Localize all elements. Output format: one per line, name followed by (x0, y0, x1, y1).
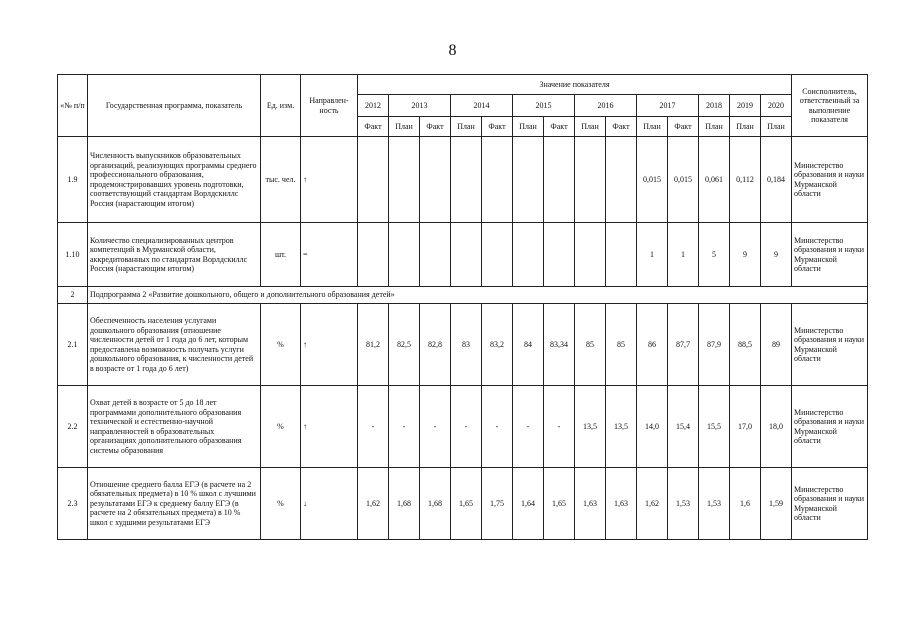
header-sub: Факт (420, 117, 451, 137)
row-value: 1,64 (513, 468, 544, 540)
row-value: 83,2 (482, 304, 513, 386)
header-sub: План (513, 117, 544, 137)
row-value: - (420, 386, 451, 468)
row-name: Охват детей в возрасте от 5 до 18 лет программами дополнительного образования технической и естественно-научной направленностей в образовательных организациях дополнительного образования системы образования (88, 386, 261, 468)
row-value: 1,68 (389, 468, 420, 540)
row-value: 0,061 (699, 137, 730, 223)
row-value: 82,5 (389, 304, 420, 386)
row-value: - (451, 386, 482, 468)
row-value (420, 137, 451, 223)
row-value (389, 223, 420, 287)
row-executor: Министерство образования и науки Мурманской области (792, 386, 868, 468)
row-name: Количество специализированных центров компетенций в Мурманской области, аккредитованных по стандартам Ворлдскиллс Россия (нарастающим итогом) (88, 223, 261, 287)
row-value (513, 137, 544, 223)
row-value: 0,112 (730, 137, 761, 223)
section-row (58, 287, 868, 304)
row-direction: ↑ (301, 137, 358, 223)
row-value: 82,8 (420, 304, 451, 386)
row-value (575, 223, 606, 287)
header-executor: Соисполнитель, ответственный за выполнение показателя (792, 75, 868, 137)
header-year: 2012 (358, 95, 389, 117)
row-value: 1 (637, 223, 668, 287)
row-value: 1,75 (482, 468, 513, 540)
row-executor: Министерство образования и науки Мурманской области (792, 468, 868, 540)
row-value: 87,9 (699, 304, 730, 386)
row-unit: % (261, 468, 301, 540)
row-value: - (358, 386, 389, 468)
row-executor: Министерство образования и науки Мурманской области (792, 304, 868, 386)
row-direction: ↑ (301, 386, 358, 468)
row-value: 9 (761, 223, 792, 287)
row-name: Численность выпускников образовательных организаций, реализующих программы среднего профессионального образования, продемонстрировавших уровень подготовки, соответствующий стандартам Ворлдскиллс Россия (нарастающим итогом) (88, 137, 261, 223)
row-value: 1,62 (358, 468, 389, 540)
header-sub: План (730, 117, 761, 137)
row-value: 1,53 (699, 468, 730, 540)
row-value: 83,34 (544, 304, 575, 386)
header-num: «№ п/п (58, 75, 88, 137)
row-unit: тыс. чел. (261, 137, 301, 223)
table-row (58, 223, 868, 287)
header-year: 2017 (637, 95, 699, 117)
row-value: 84 (513, 304, 544, 386)
header-sub: Факт (544, 117, 575, 137)
row-value (420, 223, 451, 287)
row-num: 2.3 (58, 468, 88, 540)
header-sub: Факт (668, 117, 699, 137)
row-unit: шт. (261, 223, 301, 287)
header-sub: План (389, 117, 420, 137)
row-value (544, 137, 575, 223)
row-value: 81,2 (358, 304, 389, 386)
row-value: 15,4 (668, 386, 699, 468)
row-value: 1,65 (451, 468, 482, 540)
row-value (358, 137, 389, 223)
row-value: 1 (668, 223, 699, 287)
row-value (544, 223, 575, 287)
header-sub: План (451, 117, 482, 137)
row-num: 1.9 (58, 137, 88, 223)
row-value: 85 (606, 304, 637, 386)
row-value: - (513, 386, 544, 468)
row-value: - (482, 386, 513, 468)
row-num: 2.2 (58, 386, 88, 468)
header-year: 2018 (699, 95, 730, 117)
row-value: 17,0 (730, 386, 761, 468)
row-value: 1,63 (606, 468, 637, 540)
header-year: 2020 (761, 95, 792, 117)
row-value (606, 137, 637, 223)
row-direction: = (301, 223, 358, 287)
row-value (451, 223, 482, 287)
row-unit: % (261, 386, 301, 468)
section-title: Подпрограмма 2 «Развитие дошкольного, общего и дополнительного образования детей» (88, 287, 868, 304)
header-sub: План (699, 117, 730, 137)
row-value: 13,5 (575, 386, 606, 468)
row-value: 87,7 (668, 304, 699, 386)
row-value: 83 (451, 304, 482, 386)
header-name: Государственная программа, показатель (88, 75, 261, 137)
table-row (58, 304, 868, 386)
row-value: 1,63 (575, 468, 606, 540)
header-year: 2016 (575, 95, 637, 117)
row-value: 88,5 (730, 304, 761, 386)
row-value: 18,0 (761, 386, 792, 468)
row-value (575, 137, 606, 223)
row-value: 0,015 (637, 137, 668, 223)
row-value (451, 137, 482, 223)
table-row (58, 386, 868, 468)
header-unit: Ед. изм. (261, 75, 301, 137)
header-sub: Факт (606, 117, 637, 137)
row-value: 1,6 (730, 468, 761, 540)
row-unit: % (261, 304, 301, 386)
page-number: 8 (448, 42, 457, 59)
row-value: 1,59 (761, 468, 792, 540)
row-executor: Министерство образования и науки Мурманской области (792, 137, 868, 223)
header-sub: План (761, 117, 792, 137)
row-value: 86 (637, 304, 668, 386)
row-value: 5 (699, 223, 730, 287)
header-sub: Факт (358, 117, 389, 137)
row-executor: Министерство образования и науки Мурманской области (792, 223, 868, 287)
header-sub: Факт (482, 117, 513, 137)
indicators-table (57, 74, 868, 540)
header-year: 2015 (513, 95, 575, 117)
row-value: 13,5 (606, 386, 637, 468)
header-direction: Направлен-ность (301, 75, 358, 137)
row-direction: ↓ (301, 468, 358, 540)
section-num: 2 (58, 287, 88, 304)
row-value (482, 223, 513, 287)
row-value: - (389, 386, 420, 468)
header-year: 2014 (451, 95, 513, 117)
row-value (389, 137, 420, 223)
header-year: 2019 (730, 95, 761, 117)
header-sub: План (575, 117, 606, 137)
row-value: 0,015 (668, 137, 699, 223)
row-value: 1,65 (544, 468, 575, 540)
row-value: 1,53 (668, 468, 699, 540)
row-value (606, 223, 637, 287)
row-name: Обеспеченность населения услугами дошкольного образования (отношение численности детей от 1 года до 6 лет, которым предоставлена возможность получать услуги дошкольного образования, к численности детей в возрасте от 1 года до 6 лет) (88, 304, 261, 386)
row-value: 85 (575, 304, 606, 386)
row-num: 1.10 (58, 223, 88, 287)
row-value: 14,0 (637, 386, 668, 468)
row-value: 0,184 (761, 137, 792, 223)
row-num: 2.1 (58, 304, 88, 386)
row-value: 1,68 (420, 468, 451, 540)
row-value: 89 (761, 304, 792, 386)
header-year: 2013 (389, 95, 451, 117)
row-value (482, 137, 513, 223)
table-row (58, 468, 868, 540)
header-sub: План (637, 117, 668, 137)
row-direction: ↑ (301, 304, 358, 386)
table-row (58, 137, 868, 223)
header-values-group: Значение показателя (358, 75, 792, 95)
row-name: Отношение среднего балла ЕГЭ (в расчете на 2 обязательных предмета) в 10 % школ с лучшими результатами ЕГЭ к среднему баллу ЕГЭ (в расчете на 2 обязательных предмета) в 10 % школ с худшими результатами ЕГЭ (88, 468, 261, 540)
row-value (513, 223, 544, 287)
row-value: 15,5 (699, 386, 730, 468)
row-value: 9 (730, 223, 761, 287)
row-value: 1,62 (637, 468, 668, 540)
row-value (358, 223, 389, 287)
row-value: - (544, 386, 575, 468)
